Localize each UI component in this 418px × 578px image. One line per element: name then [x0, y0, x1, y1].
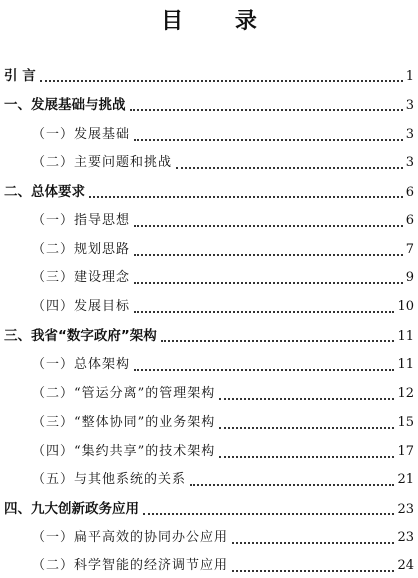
toc-entry-section-3-2[interactable] [32, 382, 414, 406]
toc-page-number: 17 [397, 444, 414, 459]
toc-entry-title: 三、我省“数字政府”架构 [4, 328, 157, 344]
toc-entry-title: （一）扁平高效的协同办公应用 [32, 530, 229, 545]
toc-entry-section-2-4[interactable] [32, 295, 414, 319]
toc-entry-section-3-4[interactable] [32, 440, 414, 464]
toc-page-number: 3 [405, 155, 414, 170]
toc-page-number: 9 [405, 270, 414, 285]
page-title: 目 录 [161, 9, 279, 34]
toc-page-number: 24 [397, 558, 414, 573]
toc-entry-section-1-2[interactable] [32, 151, 414, 175]
toc-entry-title: （五）与其他系统的关系 [32, 472, 187, 487]
toc-page-number: 10 [397, 299, 414, 314]
toc-entry-introduction[interactable] [4, 64, 414, 88]
toc-entry-title: （二）规划思路 [32, 242, 131, 257]
dot-leader [219, 397, 394, 400]
toc-entry-title: 引 言 [4, 68, 36, 84]
toc-entry-section-2-2[interactable] [32, 238, 414, 262]
dot-leader [161, 339, 395, 342]
dot-leader [134, 138, 403, 141]
dot-leader [219, 455, 394, 458]
toc-entry-title: 二、总体要求 [4, 184, 85, 200]
dot-leader [134, 310, 394, 313]
toc-entry-title: （三）建设理念 [32, 270, 131, 285]
dot-leader [134, 253, 403, 256]
toc-page-number: 12 [397, 386, 414, 401]
toc-entry-title: （二）主要问题和挑战 [32, 155, 173, 170]
dot-leader [232, 541, 394, 544]
dot-leader [40, 79, 403, 82]
toc-entry-section-4-1[interactable] [32, 526, 414, 550]
dot-leader [143, 512, 394, 515]
toc-page-number: 11 [397, 357, 414, 372]
dot-leader [219, 426, 394, 429]
toc-entry-section-3-1[interactable] [32, 353, 414, 377]
toc-entry-chapter-2[interactable] [4, 180, 414, 204]
toc-page-number: 3 [405, 127, 414, 142]
toc-entry-title: 四、九大创新政务应用 [4, 501, 139, 517]
toc-entry-title: （一）指导思想 [32, 213, 131, 228]
toc-entry-title: （四）“集约共享”的技术架构 [32, 444, 216, 459]
toc-entry-chapter-3[interactable] [4, 324, 414, 348]
toc-page-number: 3 [405, 98, 414, 113]
dot-leader [134, 224, 403, 227]
toc-entry-section-3-5[interactable] [32, 468, 414, 492]
dot-leader [134, 368, 394, 371]
toc-entry-title: （二）“管运分离”的管理架构 [32, 386, 216, 401]
toc-entry-section-4-2[interactable] [32, 554, 414, 578]
toc-entry-title: （一）总体架构 [32, 357, 131, 372]
toc-entry-section-1-1[interactable] [32, 123, 414, 147]
toc-entry-title: 一、发展基础与挑战 [4, 97, 126, 113]
dot-leader [176, 166, 403, 169]
toc-page-number: 6 [405, 185, 414, 200]
toc-entry-title: （一）发展基础 [32, 127, 131, 142]
toc-entry-section-2-3[interactable] [32, 266, 414, 290]
toc-page-number: 1 [405, 69, 414, 84]
dot-leader [130, 108, 403, 111]
dot-leader [89, 195, 403, 198]
toc-entry-title: （三）“整体协同”的业务架构 [32, 415, 216, 430]
toc-entry-chapter-4[interactable] [4, 497, 414, 521]
toc-entry-title: （四）发展目标 [32, 299, 131, 314]
toc-entry-chapter-1[interactable] [4, 93, 414, 117]
toc-page-number: 23 [397, 530, 414, 545]
toc-page-number: 7 [405, 242, 414, 257]
dot-leader [134, 281, 403, 284]
toc-page-number: 15 [397, 415, 414, 430]
dot-leader [190, 483, 394, 486]
toc-page-number: 23 [397, 502, 414, 517]
toc-entry-section-2-1[interactable] [32, 209, 414, 233]
dot-leader [232, 569, 394, 572]
toc-page-number: 21 [397, 472, 414, 487]
toc-entry-section-3-3[interactable] [32, 411, 414, 435]
toc-entry-title: （二）科学智能的经济调节应用 [32, 558, 229, 573]
toc-page-number: 6 [405, 213, 414, 228]
toc-page-number: 11 [397, 329, 414, 344]
